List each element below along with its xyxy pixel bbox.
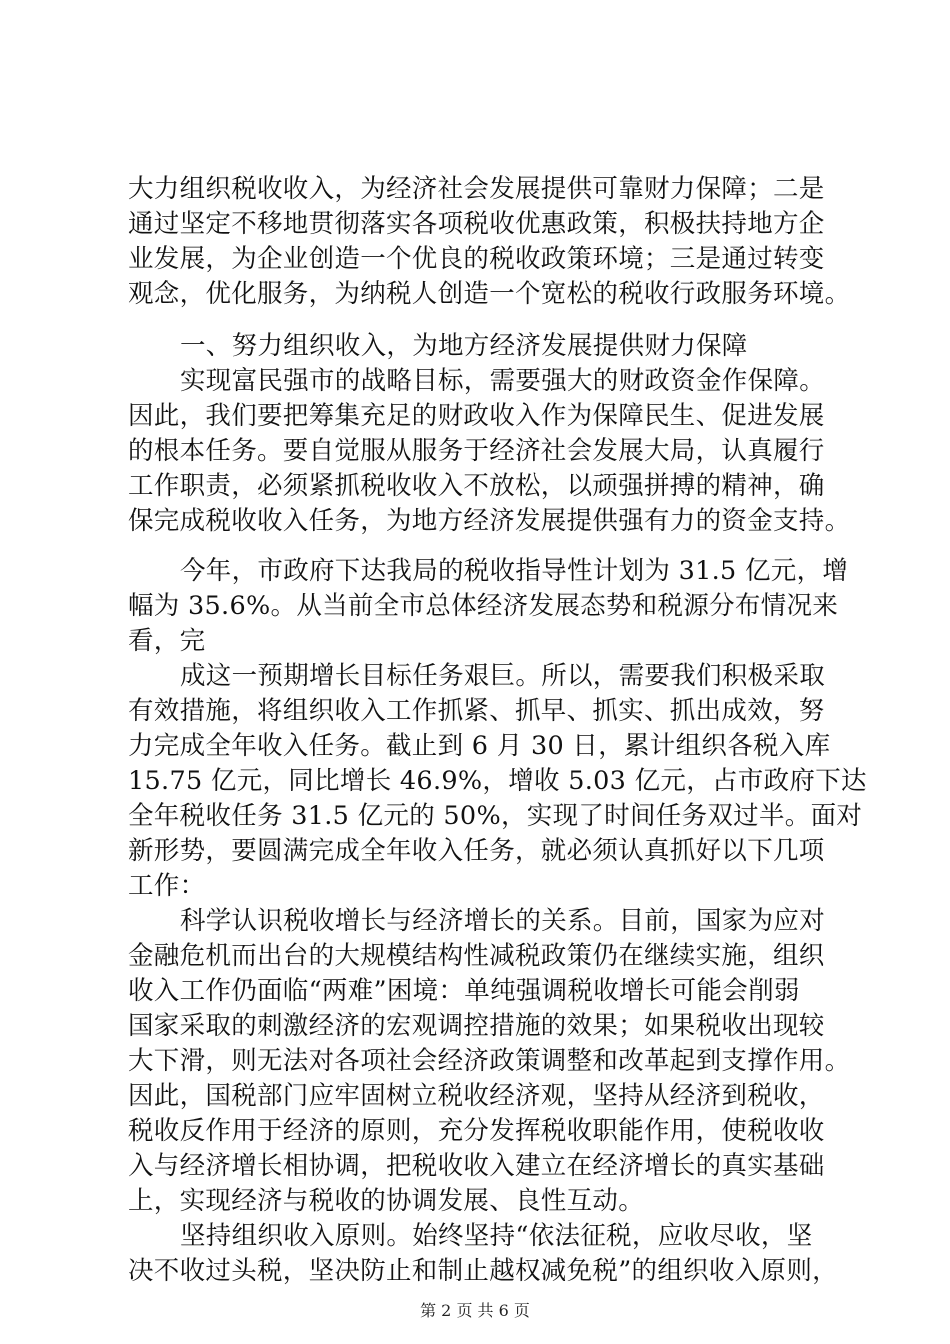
text-line: 工作职责，必须紧抓税收收入不放松，以顽强拼搏的精神，确 [128,471,825,501]
text-line: 入与经济增长相协调，把税收收入建立在经济增长的真实基础 [128,1151,825,1181]
text-line: 实现富民强市的战略目标，需要强大的财政资金作保障。 [180,366,826,396]
text-line: 坚持组织收入原则。始终坚持“依法征税，应收尽收，坚 [180,1221,813,1251]
text-line: 观念，优化服务，为纳税人创造一个宽松的税收行政服务环境。 [128,279,851,309]
text-line: 今年，市政府下达我局的税收指导性计划为 31.5 亿元，增 [180,556,849,586]
text-line: 收入工作仍面临“两难”困境：单纯强调税收增长可能会削弱 [128,976,800,1006]
text-line: 的根本任务。要自觉服从服务于经济社会发展大局，认真履行 [128,436,825,466]
text-line: 力完成全年收入任务。截止到 6 月 30 日，累计组织各税入库 [128,731,831,761]
text-line: 全年税收任务 31.5 亿元的 50%，实现了时间任务双过半。面对 [128,801,863,831]
text-line: 上，实现经济与税收的协调发展、良性互动。 [128,1186,645,1216]
text-line: 决不收过头税，坚决防止和制止越权减免税”的组织收入原则， [128,1256,838,1286]
text-line: 大下滑，则无法对各项社会经济政策调整和改革起到支撑作用。 [128,1046,851,1076]
text-line: 金融危机而出台的大规模结构性减税政策仍在继续实施，组织 [128,941,825,971]
page-number-footer: 第 2 页 共 6 页 [420,1301,530,1320]
text-line: 大力组织税收收入，为经济社会发展提供可靠财力保障；二是 [128,174,825,204]
text-line: 15.75 亿元，同比增长 46.9%，增收 5.03 亿元，占市政府下达 [128,766,867,796]
text-line: 有效措施，将组织收入工作抓紧、抓早、抓实、抓出成效，努 [128,696,825,726]
text-line: 通过坚定不移地贯彻落实各项税收优惠政策，积极扶持地方企 [128,209,825,239]
text-line: 国家采取的刺激经济的宏观调控措施的效果；如果税收出现较 [128,1011,825,1041]
text-line: 成这一预期增长目标任务艰巨。所以，需要我们积极采取 [180,661,826,691]
text-line: 因此，国税部门应牢固树立税收经济观，坚持从经济到税收， [128,1081,825,1111]
text-line: 税收反作用于经济的原则，充分发挥税收职能作用，使税收收 [128,1116,825,1146]
text-line: 幅为 35.6%。从当前全市总体经济发展态势和税源分布情况来 [128,591,839,621]
section-heading: 一、努力组织收入，为地方经济发展提供财力保障 [180,331,748,361]
text-line: 工作： [128,871,206,901]
text-line: 因此，我们要把筹集充足的财政收入作为保障民生、促进发展 [128,401,825,431]
text-line: 业发展，为企业创造一个优良的税收政策环境；三是通过转变 [128,244,825,274]
text-line: 科学认识税收增长与经济增长的关系。目前，国家为应对 [180,906,826,936]
text-line: 新形势，要圆满完成全年收入任务，就必须认真抓好以下几项 [128,836,825,866]
text-line: 保完成税收收入任务，为地方经济发展提供强有力的资金支持。 [128,506,851,536]
text-line: 看，完 [128,626,206,656]
